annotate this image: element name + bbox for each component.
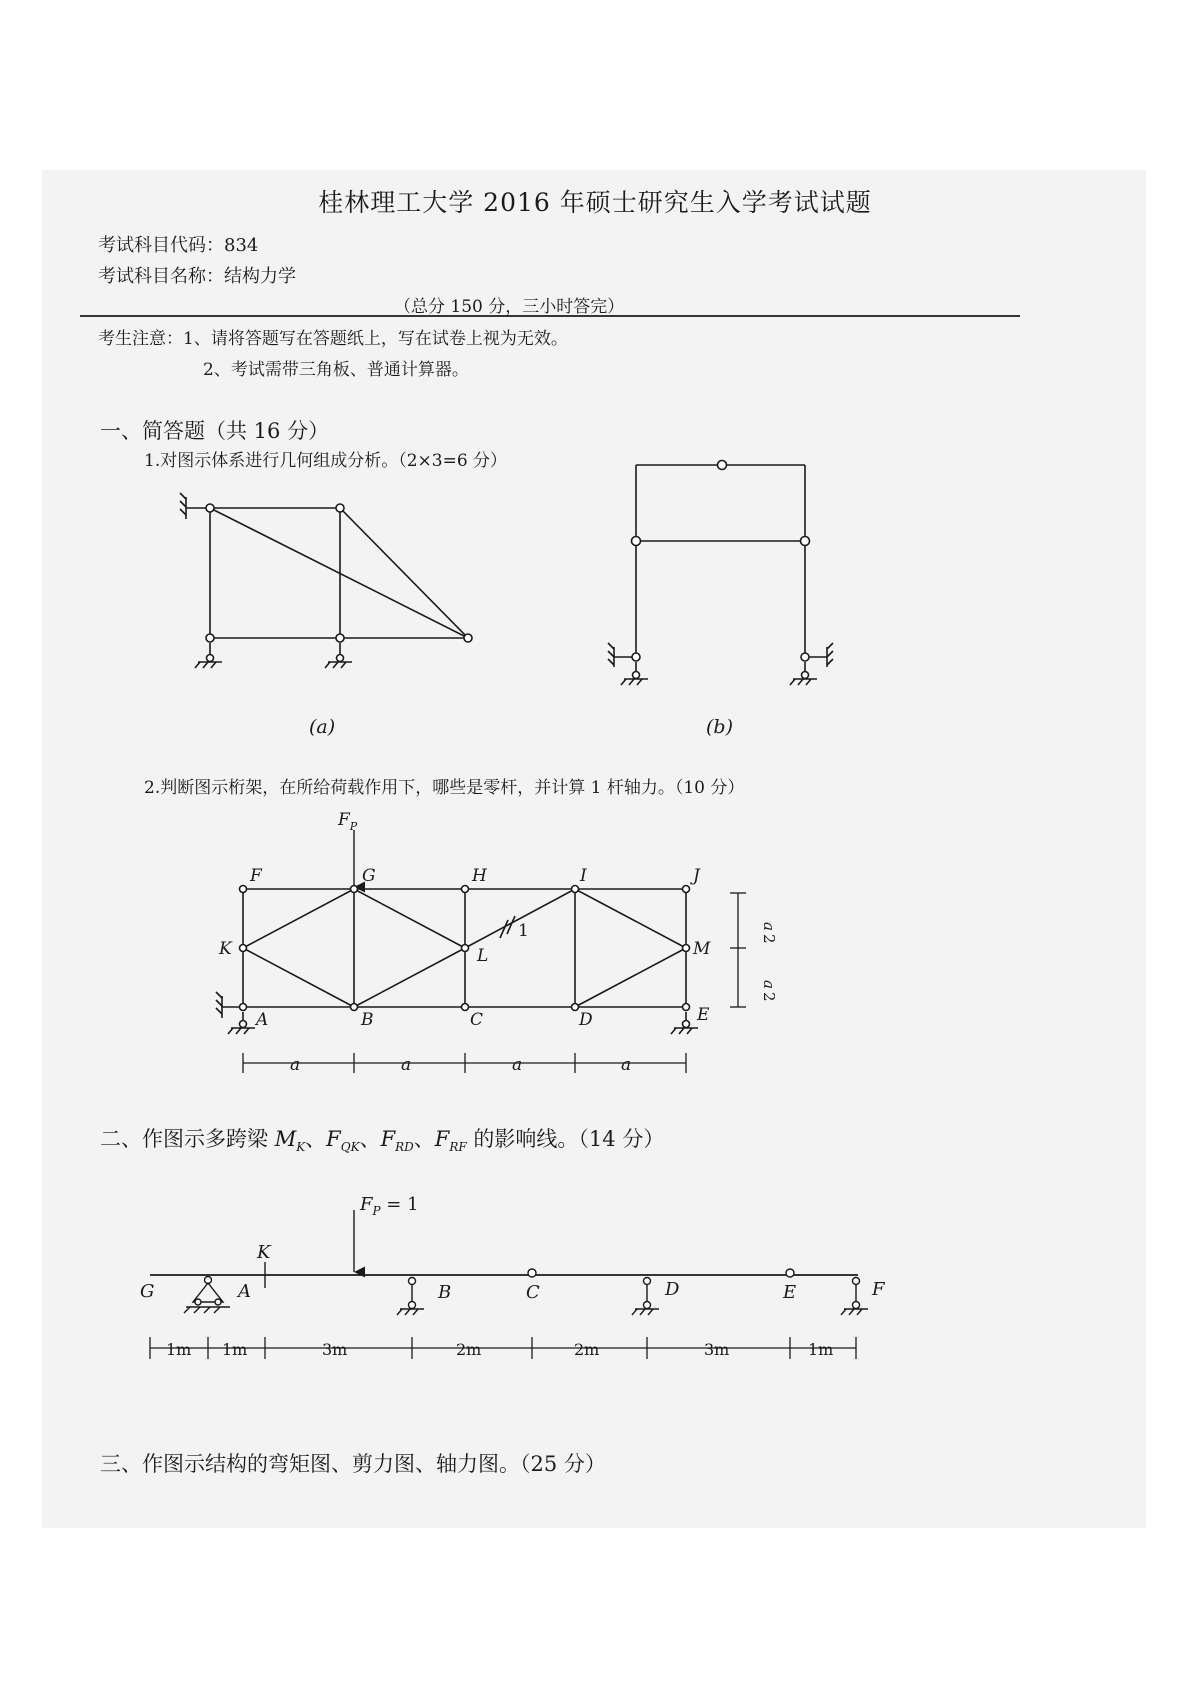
beam-span-dims: [150, 1337, 856, 1359]
beam-span-label: 3m: [704, 1340, 730, 1359]
figure-a: [180, 493, 472, 668]
joint: [462, 886, 469, 893]
joint: [240, 945, 247, 952]
page-title: 桂林理工大学 2016 年硕士研究生入学考试试题: [318, 188, 872, 217]
support-roller-e-truss: [671, 1012, 698, 1034]
beam-load-label: $F_P = 1$: [360, 1194, 419, 1218]
support-left-b: [608, 643, 648, 685]
joint: [572, 1004, 579, 1011]
beam-point-c: C: [526, 1282, 540, 1303]
height-label-1: a: [760, 922, 778, 931]
beam-point-b: B: [438, 1282, 452, 1303]
beam-span-label: 1m: [808, 1340, 834, 1359]
member-1-label: 1: [518, 921, 529, 941]
influence-frd: $F_{RD}$: [380, 1127, 414, 1155]
node-label-i: I: [580, 866, 587, 886]
hinge: [206, 504, 214, 512]
beam-span-label: 2m: [456, 1340, 482, 1359]
span-label-1: a: [290, 1055, 301, 1075]
hinge-c: [528, 1269, 536, 1277]
node-label-d: D: [579, 1010, 593, 1030]
joint: [351, 886, 358, 893]
joint: [683, 945, 690, 952]
beam-point-g: G: [140, 1281, 155, 1302]
beam-point-a: A: [238, 1281, 251, 1302]
node-label-h: H: [472, 866, 487, 886]
beam-span-label: 3m: [322, 1340, 348, 1359]
support-link-d: [632, 1278, 659, 1316]
beam-figure: [150, 1210, 868, 1359]
beam-point-f: F: [872, 1279, 885, 1300]
subject-code: 考试科目代码：834: [98, 235, 259, 256]
joint: [351, 1004, 358, 1011]
notice-line-2: 2、考试需带三角板、普通计算器。: [203, 360, 469, 380]
span-label-2: a: [401, 1055, 412, 1075]
node-label-j: J: [693, 866, 700, 886]
support-roller-2-a: [325, 643, 352, 668]
beam-point-e: E: [783, 1282, 797, 1303]
node-label-m: M: [693, 939, 711, 959]
joint: [462, 1004, 469, 1011]
truss-load-label: $F_P$: [338, 810, 358, 833]
height-divisor-2: 2: [760, 992, 778, 1002]
height-divisor-1: 2: [760, 934, 778, 944]
subject-name: 考试科目名称：结构力学: [98, 266, 296, 287]
section-2-heading-tail: 的影响线。（14 分）: [466, 1127, 665, 1151]
section-1-heading: 一、简答题（共 16 分）: [100, 419, 330, 443]
span-label-4: a: [621, 1055, 632, 1075]
beam-span-label: 1m: [166, 1340, 192, 1359]
node-label-a: A: [256, 1010, 269, 1030]
beam-span-label: 2m: [574, 1340, 600, 1359]
question-2: 2.判断图示桁架，在所给荷载作用下，哪些是零杆，并计算 1 杆轴力。（10 分）: [144, 778, 745, 798]
support-link-f: [841, 1278, 868, 1316]
node-label-c: C: [470, 1010, 484, 1030]
span-label-3: a: [512, 1055, 523, 1075]
question-1: 1.对图示体系进行几何组成分析。（2×3=6 分）: [144, 451, 508, 471]
node-label-g: G: [362, 866, 376, 886]
joint: [240, 886, 247, 893]
hinge: [801, 537, 810, 546]
node-label-f: F: [250, 866, 262, 886]
figure-b: [608, 461, 833, 686]
section-2-heading: 二、作图示多跨梁 $M_K$、$F_{QK}$、$F_{RD}$、$F_{RF}$ 的影响线。（14 分）: [100, 1127, 665, 1155]
hinge: [206, 634, 214, 642]
figure-a-caption: (a): [309, 716, 336, 738]
node-label-l: L: [477, 946, 489, 966]
joint: [462, 945, 469, 952]
influence-mk: $M_K$: [274, 1127, 306, 1155]
hinge: [718, 461, 727, 470]
support-link-b: [397, 1278, 424, 1316]
hinge: [632, 537, 641, 546]
beam-point-d: D: [665, 1279, 680, 1300]
influence-fqk: $F_{QK}$: [326, 1127, 360, 1155]
beam-labels: [140, 1194, 886, 1303]
section-2-heading-main: 二、作图示多跨梁: [100, 1127, 275, 1151]
height-dim-labels: [760, 922, 778, 1002]
support-right-b: [790, 643, 833, 685]
notice-line-1: 考生注意：1、请将答题写在答题纸上，写在试卷上视为无效。: [98, 329, 568, 349]
hinge: [632, 653, 640, 661]
hinge-e: [786, 1269, 794, 1277]
node-label-k: K: [219, 939, 232, 959]
joint: [240, 1004, 247, 1011]
score-note: （总分 150 分，三小时答完）: [394, 297, 625, 317]
beam-span-label: 1m: [222, 1340, 248, 1359]
support-pin-a-beam: [184, 1277, 230, 1314]
hinge: [336, 504, 344, 512]
height-label-2: a: [760, 980, 778, 989]
support-roller-1-a: [195, 643, 222, 668]
beam-point-k: K: [257, 1242, 271, 1263]
hinge: [336, 634, 344, 642]
joint: [683, 886, 690, 893]
hinge: [801, 653, 809, 661]
node-label-b: B: [361, 1010, 374, 1030]
joint: [572, 886, 579, 893]
influence-frf: $F_{RF}$: [434, 1127, 467, 1155]
joint: [683, 1004, 690, 1011]
support-pin-left-a: [180, 493, 210, 519]
section-3-heading: 三、作图示结构的弯矩图、剪力图、轴力图。（25 分）: [100, 1452, 606, 1476]
support-pin-a-truss: [216, 992, 255, 1034]
node-label-e: E: [697, 1005, 710, 1025]
figure-b-caption: (b): [706, 716, 733, 738]
span-dims: [243, 1053, 686, 1073]
beam-span-labels: [166, 1340, 833, 1359]
hinge: [464, 634, 472, 642]
